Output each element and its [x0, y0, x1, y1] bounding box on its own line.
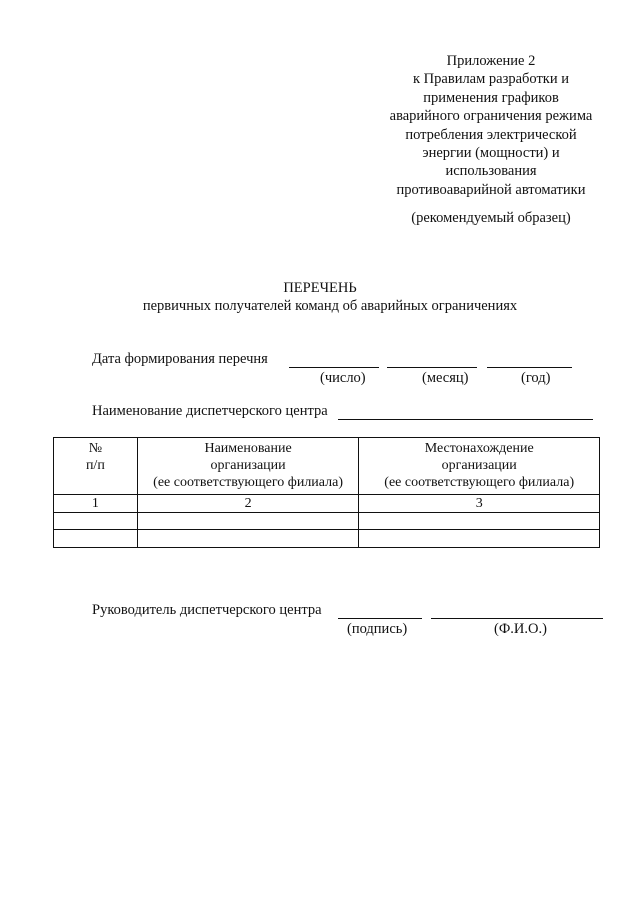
- appendix-line: применения графиков: [423, 89, 559, 106]
- recommended-sample-note: (рекомендуемый образец): [411, 210, 571, 226]
- appendix-line: аварийного ограничения режима: [389, 108, 593, 125]
- table-row: [54, 530, 600, 548]
- day-caption: (число): [320, 370, 366, 386]
- table-cell: [137, 513, 359, 530]
- document-subtitle: первичных получателей команд об аварийных ограничениях: [142, 298, 518, 314]
- appendix-line: использования: [445, 163, 537, 180]
- appendix-line: потребления электрической: [405, 126, 577, 143]
- header-organization-name: Наименование организации (ее соответствующего филиала): [137, 438, 359, 495]
- table-row: [54, 513, 600, 530]
- signature-label: Руководитель диспетчерского центра: [92, 602, 322, 618]
- table-cell: [359, 530, 600, 548]
- date-label: Дата формирования перечня: [92, 351, 268, 367]
- full-name-caption: (Ф.И.О.): [494, 621, 547, 637]
- appendix-line: энергии (мощности) и: [422, 145, 560, 162]
- table-column-numbers-row: [54, 495, 600, 513]
- table-cell: [137, 530, 359, 548]
- table-cell: [54, 513, 138, 530]
- appendix-line: противоаварийной автоматики: [396, 181, 586, 198]
- year-field-line: [487, 367, 572, 368]
- column-number-cell: 2: [137, 495, 359, 513]
- header-number: № п/п: [54, 438, 138, 495]
- document-title: ПЕРЕЧЕНЬ: [283, 280, 357, 296]
- table-cell: [359, 513, 600, 530]
- table-header-row: [54, 438, 600, 495]
- appendix-line: к Правилам разработки и: [413, 71, 569, 88]
- dispatch-center-label: Наименование диспетчерского центра: [92, 403, 328, 419]
- year-caption: (год): [521, 370, 551, 386]
- signature-field-line: [338, 618, 422, 619]
- appendix-block: [380, 52, 602, 199]
- header-organization-location: Местонахождение организации (ее соответствующего филиала): [359, 438, 600, 495]
- day-field-line: [289, 367, 379, 368]
- column-number-cell: 3: [359, 495, 600, 513]
- month-field-line: [387, 367, 477, 368]
- recipients-table: [53, 437, 600, 548]
- column-number-cell: 1: [54, 495, 138, 513]
- signature-caption: (подпись): [347, 621, 408, 637]
- table-cell: [54, 530, 138, 548]
- month-caption: (месяц): [422, 370, 469, 386]
- appendix-line: Приложение 2: [446, 53, 536, 69]
- dispatch-center-field-line: [338, 419, 593, 420]
- full-name-field-line: [431, 618, 603, 619]
